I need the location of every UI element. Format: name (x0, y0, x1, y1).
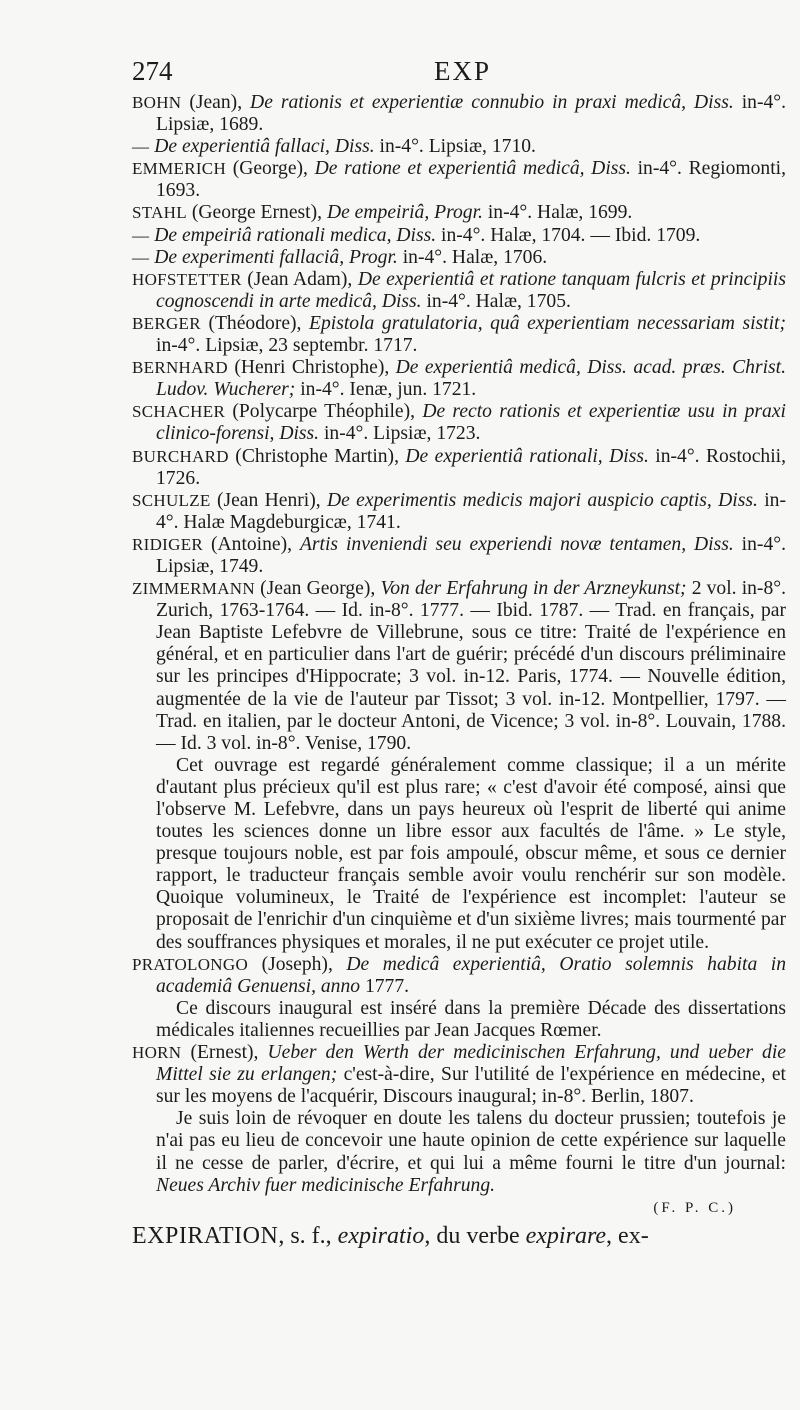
author-forename: (Joseph), (261, 953, 347, 975)
publication-details: in-4°. Lipsiæ, 1723. (319, 423, 481, 445)
author-forename: (Christophe Martin), (235, 445, 406, 467)
work-title: Ueber den Werth der medicinischen Erfahrung, und ueber die Mittel sie zu erlangen; (156, 1042, 786, 1086)
bibliography-list (132, 92, 786, 755)
latin-term: expiratio (337, 1222, 425, 1249)
publication-details: 1777. (360, 975, 410, 997)
author-name: — (132, 225, 150, 245)
author-forename: (Jean George), (260, 578, 381, 600)
publication-details: in-4°. Lipsiæ, 23 septembr. 1717. (156, 335, 418, 357)
journal-title: Neues Archiv fuer medicinische Erfahrung. (156, 1174, 496, 1196)
bibliography-entry (132, 578, 786, 755)
bibliography-entry (132, 534, 786, 578)
publication-details: in-4°. Halæ, 1704. — Ibid. 1709. (436, 224, 701, 246)
bibliography-entry (132, 202, 786, 224)
bibliography-entry (132, 446, 786, 490)
bibliography-entry (132, 136, 786, 158)
bibliography-entry (132, 490, 786, 534)
work-title: De medicâ experientiâ, Oratio solemnis habita in academiâ Genuensi, anno (156, 953, 786, 997)
article-continuation: , ex- (606, 1222, 649, 1249)
publication-details: in-4°. Lipsiæ, 1710. (374, 136, 536, 158)
author-forename: (Ernest), (190, 1042, 268, 1064)
article-keyword: EXPIRATION (132, 1222, 279, 1249)
author-name: RIDIGER (132, 534, 204, 554)
author-forename: (Henri Christophe), (234, 357, 396, 379)
article-text: , du verbe (424, 1222, 526, 1249)
author-forename: (Jean Adam), (247, 268, 358, 290)
zimmermann-commentary: Cet ouvrage est regardé généralement comme classique; il a un mérite d'autant plus précieux qu'il est plus rare; « c'est d'avoir été composé, ainsi que l'observe M. Lefebvre, dans un pays heureux où l'esprit de liberté qui anime toutes les sciences donne un libre essor aux facultés de l'âme. » Le style, presque toujours noble, est par fois ampoulé, obscur même, et sous ce dernier rapport, le traducteur français semble avoir voulu renchérir sur son modèle. Quoique volumineux, le Traité de l'expérience est incomplet: l'auteur se proposait de l'enrichir d'un cinquième et d'un sixième livres; mais tourmenté par des souffrances physiques et morales, il ne put exécuter ce projet utile. (156, 754, 786, 953)
author-forename: (George Ernest), (191, 202, 327, 224)
author-name: BERNHARD (132, 358, 228, 378)
author-name: PRATOLONGO (132, 954, 249, 974)
author-name: SCHULZE (132, 490, 211, 510)
publication-details: in-4°. Halæ Magdeburgicæ, 1741. (156, 489, 786, 533)
publication-details: in-4°. Regiomonti, 1693. (156, 158, 786, 202)
work-title: Von der Erfahrung in der Arzneykunst; (380, 578, 687, 600)
page-number: 274 (132, 56, 173, 86)
publication-details: in-4°. Halæ, 1706. (397, 246, 548, 268)
bibliography-entry (132, 158, 786, 202)
work-title: De recto rationis et experientiæ usu in praxi clinico-forensi, Diss. (156, 401, 786, 445)
running-head: EXP (434, 56, 492, 86)
bibliography-entry (132, 357, 786, 401)
author-forename: (Antoine), (210, 533, 300, 555)
author-forename: (Polycarpe Théophile), (232, 401, 423, 423)
publication-details: in-4°. Rostochii, 1726. (156, 445, 786, 489)
author-name: — (132, 137, 150, 157)
next-article-heading (132, 1221, 786, 1251)
author-signature: (F. P. C.) (653, 1199, 736, 1216)
pratolongo-commentary: Ce discours inaugural est inséré dans la première Décade des dissertations médicales italiennes recueillies par Jean Jacques Rœmer. (156, 997, 786, 1041)
work-title: De empeiriâ, Progr. (326, 202, 483, 224)
bibliography-entry (132, 247, 786, 269)
author-name: HORN (132, 1043, 182, 1063)
author-name: BOHN (132, 93, 182, 112)
author-name: ZIMMERMANN (132, 579, 255, 599)
work-title: De rationis et experientiæ connubio in praxi medicâ, Diss. (250, 92, 734, 113)
horn-commentary (132, 1108, 786, 1196)
author-forename: (George), (232, 158, 315, 180)
work-title: De experimenti fallaciâ, Progr. (154, 246, 398, 268)
page-header (132, 56, 786, 92)
bibliography-entry-horn (132, 1042, 786, 1108)
publication-details: in-4°. Halæ, 1705. (421, 290, 571, 312)
bibliography-entry (132, 225, 786, 247)
author-name: SCHACHER (132, 402, 226, 422)
author-name: HOFSTETTER (132, 269, 242, 289)
bibliography-entry-pratolongo (132, 954, 786, 998)
work-title: De empeiriâ rationali medica, Diss. (154, 224, 437, 246)
work-title: Artis inveniendi seu experiendi novæ tentamen, Diss. (299, 533, 734, 555)
publication-details: c'est-à-dire, Sur l'utilité de l'expérience en médecine, et sur les moyens de l'acquérir, Discours inaugural; in-8°. Berlin, 1807. (156, 1064, 786, 1108)
work-title: De experientiâ fallaci, Diss. (154, 136, 375, 158)
author-forename: (Théodore), (208, 312, 310, 334)
bibliography-entry (132, 269, 786, 313)
work-title: De ratione et experientiâ medicâ, Diss. (314, 158, 631, 180)
bibliography-entry (132, 401, 786, 445)
publication-details: in-4°. Ienæ, jun. 1721. (295, 379, 477, 401)
author-name: EMMERICH (132, 159, 227, 179)
author-forename: (Jean), (189, 92, 251, 113)
latin-verb: expirare (525, 1222, 607, 1249)
work-title: De experientiâ rationali, Diss. (405, 445, 649, 467)
work-title: Epistola gratulatoria, quâ experientiam necessariam sistit; (309, 312, 787, 334)
author-name: BURCHARD (132, 446, 229, 466)
publication-details: in-4°. Halæ, 1699. (482, 202, 633, 224)
work-title: De experimentis medicis majori auspicio captis, Diss. (327, 489, 758, 511)
author-forename: (Jean Henri), (216, 489, 327, 511)
author-name: — (132, 247, 150, 267)
publication-details: in-4°. Lipsiæ, 1749. (156, 533, 786, 577)
author-name: STAHL (132, 203, 187, 223)
author-name: BERGER (132, 313, 201, 333)
article-grammar: , s. f., (278, 1222, 338, 1249)
publication-details: in-4°. Lipsiæ, 1689. (156, 92, 786, 136)
bibliography-entry (132, 313, 786, 357)
work-title: De experientiâ medicâ, Diss. acad. præs. Christ. Ludov. Wucherer; (156, 357, 786, 401)
work-title: De experientiâ et ratione tanquam fulcris et principiis cognoscendi in arte medicâ, Diss. (156, 268, 786, 312)
commentary-text: Je suis loin de révoquer en doute les talens du docteur prussien; toutefois je n'ai pas eu lieu de concevoir une haute opinion de cette expérience sur laquelle il ne cesse de parler, d'écrire, et qui lui a même fourni le titre d'un journal: (156, 1108, 786, 1174)
publication-details: 2 vol. in-8°. Zurich, 1763-1764. — Id. in-8°. 1777. — Ibid. 1787. — Trad. en français, par Jean Baptiste Lefebvre de Villebrune, sous ce titre: Traité de l'expérience en général, et en particulier dans l'art de guérir; précédé d'un discours préliminaire sur les principes d'Hippocrate; 3 vol. in-12. Paris, 1774. — Nouvelle édition, augmentée de la vie de l'auteur par Tissot; 3 vol. in-12. Montpellier, 1797. — Trad. en italien, par le docteur Antoni, de Vicence; 3 vol. in-8°. Louvain, 1788. — Id. 3 vol. in-8°. Venise, 1790. (156, 578, 786, 754)
bibliography-entry (132, 92, 786, 136)
